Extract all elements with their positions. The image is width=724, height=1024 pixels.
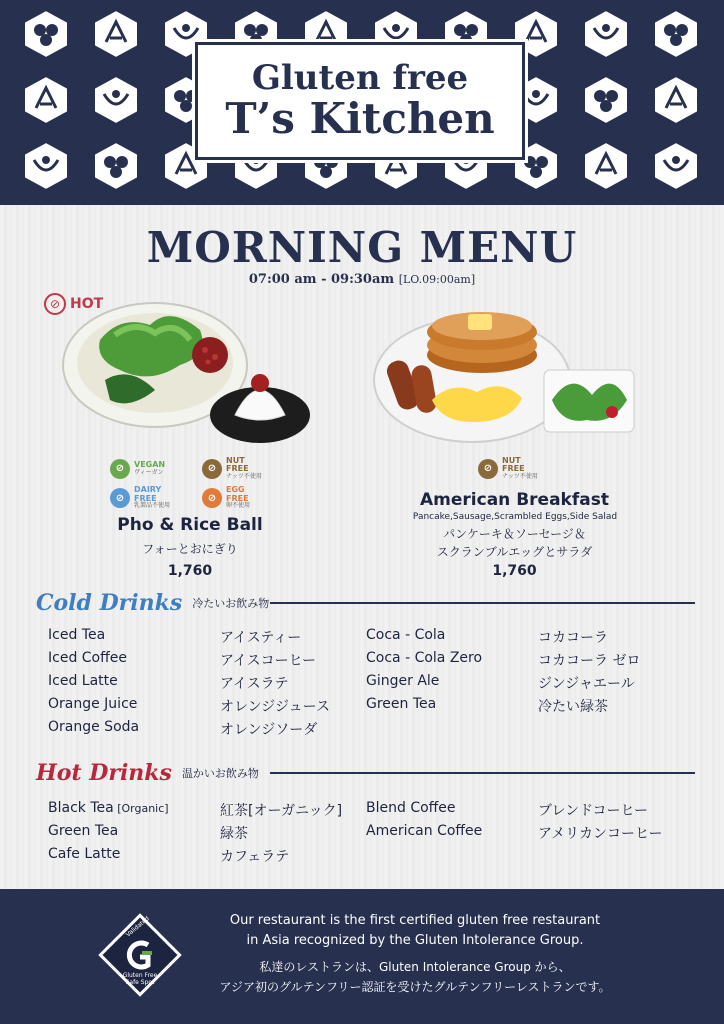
drink-name-en: Cafe Latte: [48, 846, 121, 862]
organic-tag: [Organic]: [113, 802, 169, 815]
diet-label: NUT: [226, 456, 245, 465]
hot-drinks-rule: [270, 772, 695, 774]
gluten-free-safe-spot-badge: [92, 907, 188, 1003]
crest-icon: [20, 8, 72, 60]
drink-name-jp: オレンジジュース: [220, 699, 330, 715]
dish-price-pho: 1,760: [167, 563, 213, 579]
diet-label: VEGAN: [134, 460, 166, 470]
dish-name-pho: Pho & Rice Ball: [117, 515, 263, 535]
drink-name-en: Orange Juice: [48, 696, 138, 712]
drink-name-en: Iced Latte: [48, 673, 118, 689]
hot-drinks-title: Hot Drinks: [36, 760, 172, 786]
logo-line-1: Gluten free: [251, 58, 469, 99]
drink-name-en: Ginger Ale: [366, 673, 440, 689]
certification-jp-line-2: アジア初のグルテンフリー認証を受けたグルテンフリーレストランです。: [219, 980, 611, 994]
certification-jp-line-1: 私達のレストランは、Gluten Intolerance Group から、: [259, 960, 571, 974]
diet-label: NUT: [502, 456, 521, 465]
pho-rice-ball-image: [60, 295, 320, 455]
crest-icon: [650, 140, 702, 192]
certification-en-line-2: in Asia recognized by the Gluten Intolerance Group.: [246, 933, 584, 948]
drink-name-en: Orange Soda: [48, 719, 140, 735]
certification-text-jp: [180, 957, 650, 997]
diet-label-jp: ナッツ不使用: [226, 472, 262, 480]
diet-icon: ⊘: [202, 459, 222, 479]
cold-drinks-title: Cold Drinks: [36, 590, 183, 616]
drink-name-en: Coca - Cola: [366, 627, 446, 643]
menu-body: [0, 205, 724, 889]
diet-icon: ⊘: [202, 488, 222, 508]
crest-icon: [580, 8, 632, 60]
cold-drinks-jp: 冷たいお飲み物: [192, 597, 270, 610]
diet-label: EGG: [226, 485, 245, 495]
drink-name-jp: アメリカンコーヒー: [538, 826, 663, 842]
drink-name-jp: アイスコーヒー: [220, 653, 317, 669]
header-banner: [0, 0, 724, 205]
drink-name-jp: コカコーラ: [538, 630, 608, 646]
crest-icon: [20, 74, 72, 126]
diet-badge: [110, 486, 202, 509]
drink-name-jp: ジンジャエール: [538, 676, 635, 692]
drink-name-en: Iced Tea: [48, 627, 106, 643]
drink-name-jp: 紅茶[オーガニック]: [220, 803, 343, 819]
diet-icon: ⊘: [478, 459, 498, 479]
diet-label-jp: ヴィーガン: [134, 468, 164, 476]
crest-icon: [650, 74, 702, 126]
drink-name-jp: コカコーラ ゼロ: [538, 653, 641, 669]
dish-name-breakfast: American Breakfast: [420, 490, 609, 510]
dish-name-jp-pho: フォーとおにぎり: [142, 542, 238, 556]
drink-name-en: Iced Coffee: [48, 650, 127, 666]
drink-name-jp: アイスラテ: [220, 676, 289, 692]
crest-icon: [20, 140, 72, 192]
drink-name-en: Black Tea [Organic]: [48, 800, 169, 816]
hot-drinks-heading: [36, 760, 259, 786]
certification-en-line-1: Our restaurant is the first certified gluten free restaurant: [229, 913, 601, 928]
diet-icon: ⊘: [110, 459, 130, 479]
diet-badge: [202, 486, 294, 509]
drink-name-jp: カフェラテ: [220, 849, 290, 865]
hot-drinks-jp: 温かいお飲み物: [181, 767, 259, 780]
diet-icon: ⊘: [110, 488, 130, 508]
dish-desc-breakfast: Pancake,Sausage,Scrambled Eggs,Side Salad: [412, 512, 618, 522]
badge-line-1: Gluten Free: [122, 972, 158, 979]
drink-name-en: Green Tea: [48, 823, 119, 839]
diet-label-2: FREE: [226, 464, 249, 474]
cold-drinks-heading: [36, 590, 269, 616]
drink-name-jp: ブレンドコーヒー: [538, 803, 648, 819]
footer-banner: [0, 889, 724, 1024]
drink-name-jp: アイスティー: [220, 630, 302, 646]
dish-price-breakfast: 1,760: [492, 563, 537, 579]
diet-label-2: FREE: [226, 493, 249, 503]
drink-name-en: Coca - Cola Zero: [366, 650, 483, 666]
menu-title: MORNING MENU: [146, 223, 578, 272]
crest-icon: [580, 74, 632, 126]
diet-label-jp: 乳製品不使用: [134, 502, 171, 510]
crest-icon: [90, 74, 142, 126]
american-breakfast-image: [372, 300, 642, 450]
last-order-text: [LO.09:00am]: [398, 273, 476, 286]
pho-diet-badges: [110, 457, 300, 510]
drink-name-jp: 冷たい緑茶: [538, 699, 608, 715]
certification-text-en: [200, 911, 630, 951]
badge-validated-text: Validated: [124, 915, 151, 939]
dish-name-jp-breakfast-2: スクランブルエッグとサラダ: [436, 545, 593, 559]
diet-badge: [478, 457, 570, 480]
badge-line-2: Safe Spot: [125, 979, 155, 986]
diet-badge: [202, 457, 294, 480]
logo-line-2: T’s Kitchen: [225, 93, 495, 143]
crest-icon: [90, 8, 142, 60]
drink-name-en: Green Tea: [366, 696, 437, 712]
cold-drinks-rule: [270, 602, 695, 604]
drink-name-jp: オレンジソーダ: [220, 722, 318, 738]
diet-label-jp: ナッツ不使用: [502, 472, 538, 480]
drink-name-en: Blend Coffee: [366, 800, 456, 816]
drink-name-jp: 緑茶: [220, 826, 248, 842]
crest-icon: [650, 8, 702, 60]
opening-hours: [0, 272, 724, 287]
hours-text: 07:00 am - 09:30am: [248, 272, 395, 287]
dish-name-jp-breakfast-1: パンケーキ＆ソーセージ＆: [443, 527, 586, 541]
drink-name-en: American Coffee: [366, 823, 483, 839]
breakfast-diet-badges: [478, 457, 668, 480]
restaurant-logo: [195, 42, 525, 160]
diet-label-jp: 卵不使用: [226, 502, 251, 510]
diet-label-2: FREE: [502, 464, 525, 474]
crest-icon: [90, 140, 142, 192]
diet-label-2: FREE: [134, 493, 157, 503]
hot-label: HOT: [70, 296, 104, 312]
diet-badge: [110, 457, 202, 480]
hot-icon: ⊘: [44, 293, 66, 315]
crest-icon: [580, 140, 632, 192]
diet-label: DAIRY: [134, 485, 162, 495]
